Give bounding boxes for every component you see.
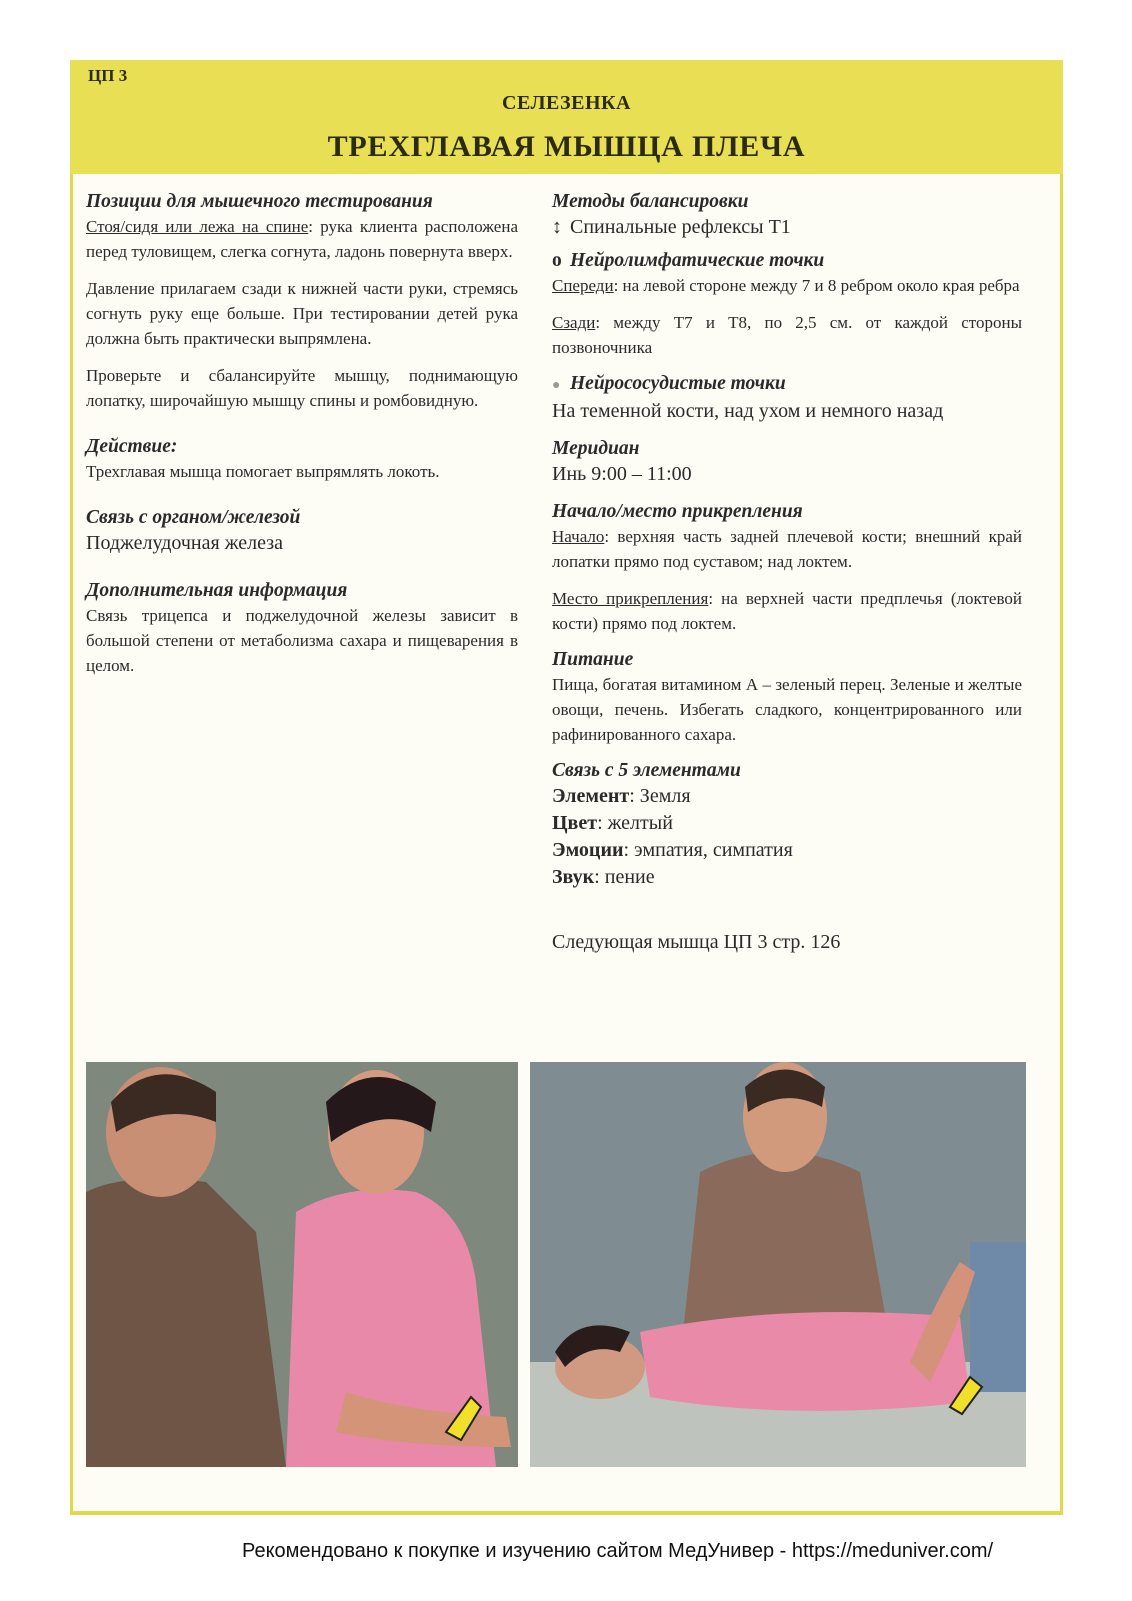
elements-heading: Связь с 5 элементами xyxy=(552,760,741,781)
photo-strip xyxy=(86,1062,1026,1467)
vertical-arrow-icon: ↕ xyxy=(552,216,562,238)
positions-heading: Позиции для мышечного тестирования xyxy=(86,191,433,212)
element-row: Элемент: Земля xyxy=(552,785,691,807)
organ-text: Поджелудочная железа xyxy=(86,532,284,554)
organ-heading: Связь с органом/железой xyxy=(86,507,301,528)
pressure-text: Давление прилагаем сзади к нижней части руки, стремясь согнуть руку еще больше. При тестировании детей рука должна быть практически выпрямлена. xyxy=(86,279,518,348)
header-band xyxy=(70,60,1063,174)
meridian-text: Инь 9:00 – 11:00 xyxy=(552,463,692,485)
left-column xyxy=(86,190,518,678)
chapter-code: ЦП 3 xyxy=(88,66,128,85)
nutrition-heading: Питание xyxy=(552,649,634,670)
extra-text: Связь трицепса и поджелудочной железы зависит в большой степени от метаболизма сахара и пищеварения в целом. xyxy=(86,606,518,675)
action-text: Трехглавая мышца помогает выпрямлять локоть. xyxy=(86,462,440,481)
positions-text: Стоя/сидя или лежа на спине: рука клиента расположена перед туловищем, слегка согнута, ладонь повернута вверх. xyxy=(86,217,518,261)
color-row: Цвет: желтый xyxy=(552,812,673,834)
nl-back: Сзади: между Т7 и Т8, по 2,5 см. от каждой стороны позвоночника xyxy=(552,313,1022,357)
emotion-row: Эмоции: эмпатия, симпатия xyxy=(552,839,793,861)
dot-icon: ● xyxy=(552,378,561,393)
section-title: СЕЛЕЗЕНКА xyxy=(502,92,631,114)
right-column xyxy=(552,190,1022,956)
methods-heading: Методы балансировки xyxy=(552,191,749,212)
circle-icon: o xyxy=(552,250,562,271)
footer-credit: Рекомендовано к покупке и изучению сайтом МедУнивер - https://meduniver.com/ xyxy=(242,1540,994,1562)
sound-row: Звук: пение xyxy=(552,866,655,888)
insertion-text: Место прикрепления: на верхней части предплечья (локтевой кости) прямо под локтем. xyxy=(552,589,1022,633)
meridian-heading: Меридиан xyxy=(552,438,640,459)
origin-heading: Начало/место прикрепления xyxy=(552,501,803,522)
next-muscle-text: Следующая мышца ЦП 3 стр. 126 xyxy=(552,931,841,953)
nv-heading: ● Нейрососудистые точки xyxy=(552,372,1022,398)
nutrition-text: Пища, богатая витамином А – зеленый перец. Зеленые и желтые овощи, печень. Избегать сладкого, концентрированного или рафинированного сахара. xyxy=(552,675,1022,744)
page-title: ТРЕХГЛАВАЯ МЫШЦА ПЛЕЧА xyxy=(327,130,806,163)
reflex-line: ↕ Спинальные рефлексы Т1 xyxy=(552,214,1022,241)
supine-test-photo xyxy=(530,1062,1026,1467)
origin-text: Начало: верхняя часть задней плечевой кости; внешний край лопатки прямо под суставом; над локтем. xyxy=(552,527,1022,571)
nl-heading: o Нейролимфатические точки xyxy=(552,250,825,271)
check-text: Проверьте и сбалансируйте мышцу, поднимающую лопатку, широчайшую мышцу спины и ромбовидную. xyxy=(86,366,518,410)
standing-test-photo xyxy=(86,1062,518,1467)
extra-heading: Дополнительная информация xyxy=(86,580,348,601)
nl-front: Спереди: на левой стороне между 7 и 8 ребром около края ребра xyxy=(552,276,1020,295)
nv-text: На теменной кости, над ухом и немного назад xyxy=(552,400,944,422)
action-heading: Действие: xyxy=(86,436,178,457)
